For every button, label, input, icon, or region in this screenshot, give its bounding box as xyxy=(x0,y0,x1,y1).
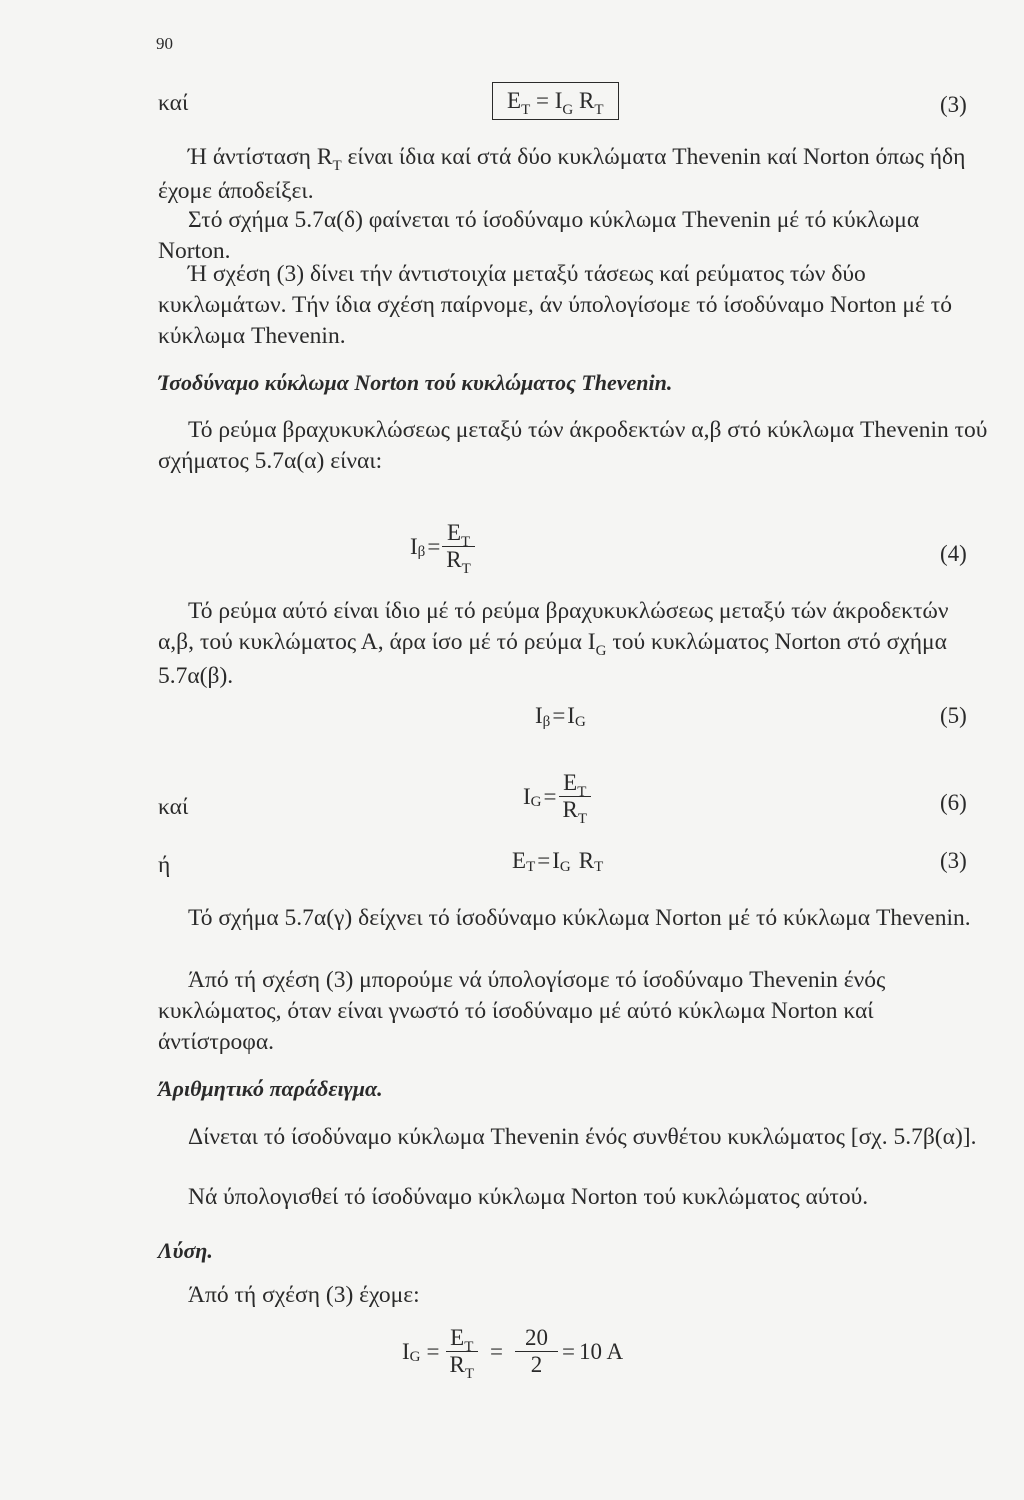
eq3b-equals: = xyxy=(537,848,551,873)
eq6-lhs-sub: G xyxy=(530,794,542,810)
equation-3-repeat xyxy=(512,848,603,874)
p1-text: Ή άντίσταση R xyxy=(188,144,333,170)
final-num2: 20 xyxy=(525,1325,548,1350)
final-den1: R xyxy=(449,1352,465,1377)
eq3b-r2-sub: T xyxy=(594,858,604,875)
eq4-den-sub: T xyxy=(461,561,471,577)
eq5-equals: = xyxy=(552,703,566,728)
eq4-num-sub: T xyxy=(461,534,471,550)
eq3b-r2: R xyxy=(578,848,595,873)
p5-rest: τού κυκλώματος Norton στό σχήμα 5.7α(β). xyxy=(158,629,947,689)
paragraph-8: Δίνεται τό ίσοδύναμο κύκλωμα Thevenin ένός συνθέτου κυκλώματος [σχ. 5.7β(α)]. xyxy=(188,1124,977,1150)
eq3b-number: (3) xyxy=(940,848,967,873)
heading-norton-equivalent: Ίσοδύναμο κύκλωμα Norton τού κυκλώματος Thevenin. xyxy=(158,370,673,395)
final-fraction-2 xyxy=(515,1325,558,1378)
eq5-lhs: I xyxy=(535,703,543,728)
eq6-number: (6) xyxy=(940,790,967,815)
final-equals-1: = xyxy=(426,1338,440,1364)
eq4-lhs: I xyxy=(410,533,418,559)
p1-rest: είναι ίδια καί στά δύο κυκλώματα Thevenin καί Norton όπως ήδη έχομε άποδείξει. xyxy=(158,144,966,204)
eq6-lhs: I xyxy=(523,783,531,809)
equation-5 xyxy=(535,703,586,729)
eq3b-r1-sub: G xyxy=(559,858,571,875)
paragraph-2: Στό σχήμα 5.7α(δ) φαίνεται τό ίσοδύναμο κύκλωμα Thevenin μέ τό κύκλωμα Norton. xyxy=(158,207,920,264)
eq3-equals: = xyxy=(535,88,549,113)
p5-text: Τό ρεύμα αύτό είναι ίδιο μέ τό ρεύμα βραχυκυκλώσεως μεταξύ τών άκροδεκτών α,β, τού κυκλώματος Α, άρα ίσο μέ τό ρεύμα I xyxy=(158,598,949,655)
eq6-den-sub: T xyxy=(577,811,588,827)
p5-sub: G xyxy=(595,643,607,659)
eq3b-lhs: E xyxy=(512,848,527,873)
eq4-equals: = xyxy=(427,533,441,559)
equation-6 xyxy=(523,770,591,827)
paragraph-6: Τό σχήμα 5.7α(γ) δείχνει τό ίσοδύναμο κύκλωμα Norton μέ τό κύκλωμα Thevenin. xyxy=(188,905,971,931)
eq3-E-sub: T xyxy=(521,102,531,118)
paragraph-9: Νά ύπολογισθεί τό ίσοδύναμο κύκλωμα Norton τού κυκλώματος αύτού. xyxy=(188,1184,869,1210)
equation-4 xyxy=(410,520,475,577)
final-den2: 2 xyxy=(515,1351,558,1378)
final-equals-2: = xyxy=(490,1338,503,1364)
page-number: 90 xyxy=(156,34,173,53)
eq4-lhs-sub: β xyxy=(417,544,426,560)
eq3-E: E xyxy=(507,88,522,113)
eq3-boxed-formula xyxy=(492,82,619,120)
final-lhs: I xyxy=(402,1338,410,1364)
eq3-I: I xyxy=(554,88,563,113)
final-fraction-1 xyxy=(446,1325,479,1382)
eq3-number: (3) xyxy=(940,92,967,117)
paragraph-10: Άπό τή σχέση (3) έχομε: xyxy=(188,1282,420,1308)
final-equals-3: = xyxy=(562,1338,575,1364)
eq5-rhs-sub: G xyxy=(574,713,586,730)
eq5-lhs-sub: β xyxy=(542,713,551,730)
final-num1-sub: T xyxy=(464,1339,474,1355)
eq6-fraction xyxy=(559,770,592,827)
eq3-label: καί xyxy=(158,90,189,116)
paragraph-7: Άπό τή σχέση (3) μπορούμε νά ύπολογίσομε τό ίσοδύναμο Thevenin ένός κυκλώματος, όταν είναι γνωστό τό ίσοδύναμο μέ αύτό κύκλωμα Norton καί άντίστροφα. xyxy=(158,967,886,1055)
paragraph-5 xyxy=(158,596,990,692)
paragraph-3: Ή σχέση (3) δίνει τήν άντιστοιχία μεταξύ τάσεως καί ρεύματος τών δύο κυκλωμάτων. Τήν ίδια σχέση παίρνομε, άν ύπολογίσομε τό ίσοδύναμο Norton μέ τό κύκλωμα Thevenin. xyxy=(158,261,952,349)
equation-final xyxy=(402,1325,624,1382)
paragraph-1 xyxy=(158,142,990,207)
final-result: 10 A xyxy=(578,1338,624,1364)
eq6-equals: = xyxy=(543,783,557,809)
eq4-fraction xyxy=(442,520,475,577)
eq4-den: R xyxy=(446,547,462,572)
final-den1-sub: T xyxy=(464,1366,475,1382)
eq6-num: E xyxy=(563,770,578,795)
final-lhs-sub: G xyxy=(409,1349,421,1365)
paragraph-4: Τό ρεύμα βραχυκυκλώσεως μεταξύ τών άκροδεκτών α,β στό κύκλωμα Thevenin τού σχήματος 5.7α(α) είναι: xyxy=(158,417,988,474)
eq6-den: R xyxy=(562,797,578,822)
eq3b-r1: I xyxy=(552,848,560,873)
eq3b-label: ή xyxy=(158,852,171,878)
eq6-num-sub: T xyxy=(577,784,587,800)
eq5-rhs: I xyxy=(567,703,575,728)
eq5-number: (5) xyxy=(940,703,967,728)
eq4-number: (4) xyxy=(940,541,967,566)
p1-sub: T xyxy=(332,158,342,174)
eq3b-lhs-sub: T xyxy=(526,858,536,875)
heading-solution: Λύση. xyxy=(158,1238,213,1263)
eq6-label: καί xyxy=(158,794,189,820)
final-num1: E xyxy=(450,1325,465,1350)
eq3-R-sub: T xyxy=(594,102,604,118)
eq3-R: R xyxy=(578,88,595,113)
eq4-num: E xyxy=(446,520,461,545)
eq3-I-sub: G xyxy=(562,102,574,118)
heading-numerical-example: Άριθμητικό παράδειγμα. xyxy=(158,1076,383,1101)
